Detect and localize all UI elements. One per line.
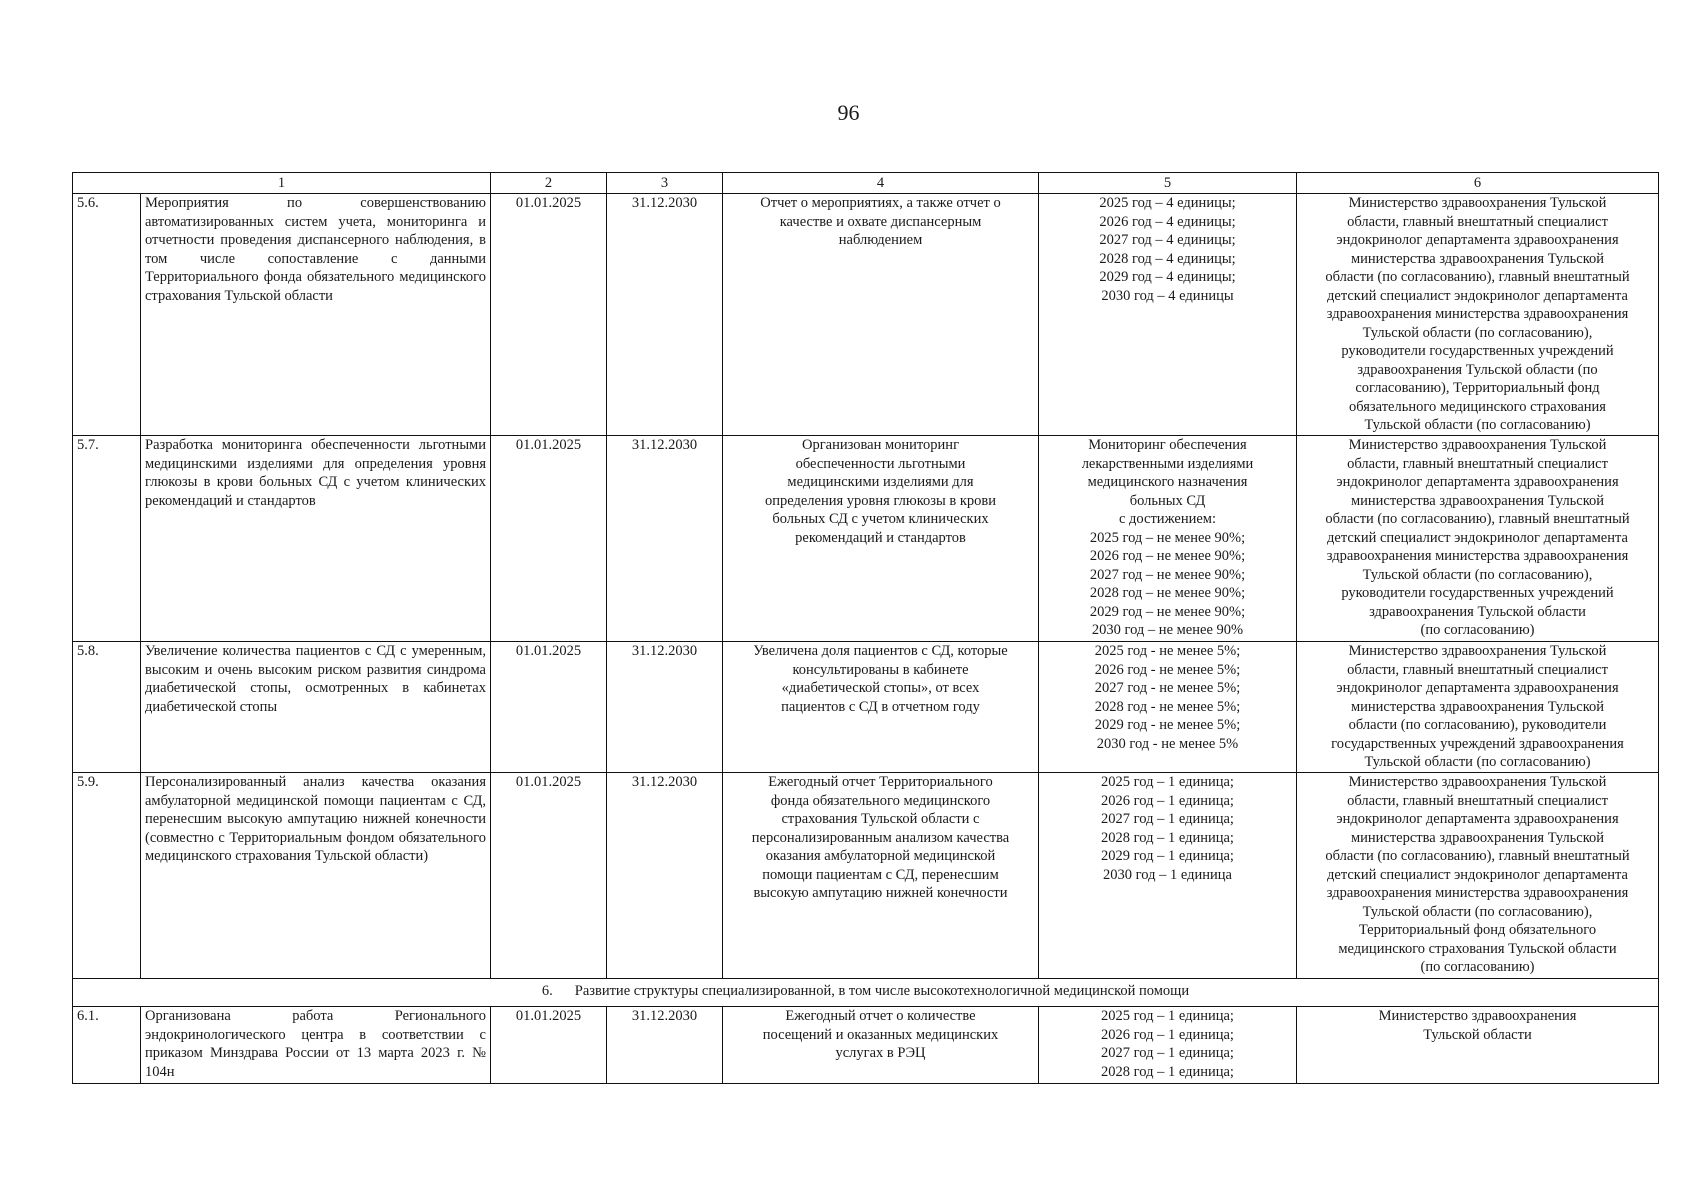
result-line: больных СД с учетом клинических xyxy=(772,511,989,527)
responsible-line: руководители государственных учреждений xyxy=(1341,585,1614,601)
responsible-line: (по согласованию) xyxy=(1420,622,1535,638)
indicator-line: 2028 год - не менее 5%; xyxy=(1094,698,1241,715)
table-row xyxy=(73,194,1659,436)
responsible-line: Тульской области (по согласованию), xyxy=(1362,324,1593,341)
target-indicators xyxy=(1039,194,1297,436)
responsible-line: министерства здравоохранения Тульской xyxy=(1350,698,1605,715)
result-line: Ежегодный отчет Территориального xyxy=(768,774,993,790)
activity-name: Персонализированный анализ качества оказания амбулаторной медицинской помощи пациентам с СД, перенесшим высокую ампутацию нижней конечности (совместно с Территориальным фондом обязательного медицинского страхования Тульской области) xyxy=(141,773,491,979)
expected-result xyxy=(723,436,1039,642)
expected-result xyxy=(723,194,1039,436)
row-number: 5.7. xyxy=(73,436,141,642)
result-line: Увеличена доля пациентов с СД, которые xyxy=(753,643,1008,659)
end-date: 31.12.2030 xyxy=(607,194,723,436)
result-line: высокую ампутацию нижней конечности xyxy=(753,885,1008,901)
table-row xyxy=(73,1007,1659,1084)
indicator-line: больных СД xyxy=(1129,492,1206,509)
target-indicators xyxy=(1039,436,1297,642)
header-cell-1: 1 xyxy=(73,173,491,194)
indicator-line: 2027 год – 1 единица; xyxy=(1101,1045,1234,1061)
responsible-line: (по согласованию) xyxy=(1420,959,1535,975)
start-date: 01.01.2025 xyxy=(491,436,607,642)
responsible-line: эндокринолог департамента здравоохранения xyxy=(1336,680,1619,696)
responsible-line: министерства здравоохранения Тульской xyxy=(1350,492,1605,509)
responsible-line: детский специалист эндокринолог департамента xyxy=(1327,866,1628,883)
indicator-line: 2025 год – 4 единицы; xyxy=(1099,195,1236,211)
responsible-line: здравоохранения министерства здравоохранения xyxy=(1326,885,1629,901)
page-number: 96 xyxy=(837,100,860,125)
indicator-line: 2026 год – 1 единица; xyxy=(1101,1026,1234,1043)
expected-result xyxy=(723,642,1039,773)
indicator-line: 2028 год – 4 единицы; xyxy=(1099,250,1236,267)
result-line: посещений и оказанных медицинских xyxy=(762,1026,999,1043)
responsible-line: Тульской области xyxy=(1423,1026,1532,1043)
indicator-line: 2026 год – 1 единица; xyxy=(1101,792,1234,809)
header-cell-4: 4 xyxy=(723,173,1039,194)
header-cell-2: 2 xyxy=(491,173,607,194)
target-indicators xyxy=(1039,642,1297,773)
start-date: 01.01.2025 xyxy=(491,773,607,979)
end-date: 31.12.2030 xyxy=(607,1007,723,1084)
indicator-line: 2025 год – не менее 90%; xyxy=(1089,529,1246,546)
result-line: услугах в РЭЦ xyxy=(835,1045,926,1061)
section-number: 6. xyxy=(541,983,553,999)
responsible-line: области (по согласованию), главный внештатный xyxy=(1325,269,1630,285)
indicator-line: 2030 год – не менее 90% xyxy=(1091,622,1244,638)
result-line: медицинскими изделиями для xyxy=(787,474,974,490)
section-title: Развитие структуры специализированной, в том числе высокотехнологичной медицинской помощи xyxy=(574,983,1190,999)
result-line: определения уровня глюкозы в крови xyxy=(764,492,996,509)
responsible-line: Тульской области (по согласованию), xyxy=(1362,566,1593,583)
responsible-line: области, главный внештатный специалист xyxy=(1347,792,1608,809)
indicator-line: 2028 год – не менее 90%; xyxy=(1089,585,1246,601)
result-line: фонда обязательного медицинского xyxy=(770,792,991,809)
responsible-line: эндокринолог департамента здравоохранения xyxy=(1336,811,1619,827)
start-date: 01.01.2025 xyxy=(491,1007,607,1084)
responsible-line: здравоохранения министерства здравоохранения xyxy=(1326,548,1629,564)
result-line: Организован мониторинг xyxy=(801,437,960,453)
target-indicators xyxy=(1039,1007,1297,1084)
responsible-executors xyxy=(1297,436,1659,642)
responsible-line: государственных учреждений здравоохранения xyxy=(1331,735,1624,752)
responsible-line: руководители государственных учреждений xyxy=(1341,343,1614,359)
indicator-line: 2025 год – 1 единица; xyxy=(1101,1008,1234,1024)
responsible-executors xyxy=(1297,642,1659,773)
responsible-line: министерства здравоохранения Тульской xyxy=(1350,829,1605,846)
result-line: пациентов с СД в отчетном году xyxy=(781,698,980,715)
responsible-line: области (по согласованию), руководители xyxy=(1348,717,1607,733)
activity-name: Разработка мониторинга обеспеченности льготными медицинскими изделиями для определения уровня глюкозы в крови больных СД с учетом клинических рекомендаций и стандартов xyxy=(141,436,491,642)
target-indicators xyxy=(1039,773,1297,979)
table-header-row xyxy=(73,173,1659,194)
activity-name: Увеличение количества пациентов с СД с умеренным, высоким и очень высоким риском развития синдрома диабетической стопы, осмотренных в кабинетах диабетической стопы xyxy=(141,642,491,773)
responsible-line: области (по согласованию), главный внештатный xyxy=(1325,848,1630,864)
header-cell-5: 5 xyxy=(1039,173,1297,194)
indicator-line: 2028 год – 1 единица; xyxy=(1101,1063,1234,1080)
row-number: 6.1. xyxy=(73,1007,141,1084)
responsible-executors xyxy=(1297,773,1659,979)
responsible-line: Тульской области (по согласованию) xyxy=(1364,754,1591,770)
indicator-line: Мониторинг обеспечения xyxy=(1088,437,1247,453)
indicator-line: 2030 год - не менее 5% xyxy=(1096,735,1239,752)
row-number: 5.9. xyxy=(73,773,141,979)
responsible-line: медицинского страхования Тульской области xyxy=(1338,940,1617,957)
indicator-line: 2026 год – 4 единицы; xyxy=(1099,213,1236,230)
result-line: помощи пациентам с СД, перенесшим xyxy=(762,866,999,883)
result-line: рекомендаций и стандартов xyxy=(795,529,966,546)
end-date: 31.12.2030 xyxy=(607,436,723,642)
indicator-line: 2028 год – 1 единица; xyxy=(1101,829,1234,846)
indicator-line: 2029 год - не менее 5%; xyxy=(1094,717,1241,733)
responsible-executors xyxy=(1297,194,1659,436)
indicator-line: 2025 год – 1 единица; xyxy=(1101,774,1234,790)
result-line: Ежегодный отчет о количестве xyxy=(785,1008,976,1024)
section-heading xyxy=(73,979,1659,1007)
responsible-line: Министерство здравоохранения Тульской xyxy=(1348,437,1607,453)
result-line: страхования Тульской области с xyxy=(781,811,980,827)
indicator-line: с достижением: xyxy=(1118,511,1216,527)
table-row xyxy=(73,436,1659,642)
indicator-line: 2030 год – 1 единица xyxy=(1103,866,1232,883)
indicator-line: 2027 год – 1 единица; xyxy=(1101,811,1234,827)
result-line: качестве и охвате диспансерным xyxy=(779,213,982,230)
activity-name: Мероприятия по совершенствованию автоматизированных систем учета, мониторинга и отчетности проведения диспансерного наблюдения, в том числе сопоставление с данными Территориального фонда обязательного медицинского страхования Тульской области xyxy=(141,194,491,436)
header-cell-6: 6 xyxy=(1297,173,1659,194)
responsible-line: Министерство здравоохранения Тульской xyxy=(1348,774,1607,790)
row-number: 5.6. xyxy=(73,194,141,436)
row-number: 5.8. xyxy=(73,642,141,773)
indicator-line: 2029 год – 1 единица; xyxy=(1101,848,1234,864)
indicator-line: 2027 год - не менее 5%; xyxy=(1094,680,1241,696)
indicator-line: 2026 год – не менее 90%; xyxy=(1089,548,1246,564)
responsible-line: области, главный внештатный специалист xyxy=(1347,455,1608,472)
responsible-line: Министерство здравоохранения xyxy=(1378,1008,1577,1024)
section-row xyxy=(73,979,1659,1007)
responsible-line: Тульской области (по согласованию), xyxy=(1362,903,1593,920)
indicator-line: 2027 год – не менее 90%; xyxy=(1089,566,1246,583)
activity-name: Организована работа Регионального эндокринологического центра в соответствии с приказом Минздрава России от 13 марта 2023 г. № 104н xyxy=(141,1007,491,1084)
end-date: 31.12.2030 xyxy=(607,773,723,979)
responsible-line: обязательного медицинского страхования xyxy=(1349,398,1606,415)
responsible-line: эндокринолог департамента здравоохранения xyxy=(1336,232,1619,248)
indicator-line: 2025 год - не менее 5%; xyxy=(1094,643,1241,659)
responsible-line: Министерство здравоохранения Тульской xyxy=(1348,195,1607,211)
responsible-line: детский специалист эндокринолог департамента xyxy=(1327,529,1628,546)
indicator-line: 2029 год – 4 единицы; xyxy=(1099,269,1236,285)
responsible-line: эндокринолог департамента здравоохранения xyxy=(1336,474,1619,490)
responsible-line: Территориальный фонд обязательного xyxy=(1358,922,1597,938)
responsible-line: согласованию), Территориальный фонд xyxy=(1355,380,1600,396)
expected-result xyxy=(723,1007,1039,1084)
responsible-executors xyxy=(1297,1007,1659,1084)
start-date: 01.01.2025 xyxy=(491,642,607,773)
responsible-line: министерства здравоохранения Тульской xyxy=(1350,250,1605,267)
responsible-line: Министерство здравоохранения Тульской xyxy=(1348,643,1607,659)
result-line: обеспеченности льготными xyxy=(795,455,966,472)
result-line: персонализированным анализом качества xyxy=(751,829,1010,846)
table-row xyxy=(73,773,1659,979)
result-line: консультированы в кабинете xyxy=(792,661,969,678)
responsible-line: области (по согласованию), главный внештатный xyxy=(1325,511,1630,527)
responsible-line: области, главный внештатный специалист xyxy=(1347,213,1608,230)
activities-table xyxy=(72,172,1659,1084)
indicator-line: медицинского назначения xyxy=(1087,474,1248,490)
indicator-line: 2027 год – 4 единицы; xyxy=(1099,232,1236,248)
indicator-line: 2030 год – 4 единицы xyxy=(1101,287,1234,304)
result-line: оказания амбулаторной медицинской xyxy=(765,848,996,864)
responsible-line: Тульской области (по согласованию) xyxy=(1364,417,1591,433)
expected-result xyxy=(723,773,1039,979)
header-cell-3: 3 xyxy=(607,173,723,194)
end-date: 31.12.2030 xyxy=(607,642,723,773)
result-line: наблюдением xyxy=(838,232,923,248)
table-row xyxy=(73,642,1659,773)
indicator-line: 2029 год – не менее 90%; xyxy=(1089,603,1246,620)
result-line: «диабетической стопы», от всех xyxy=(781,680,980,696)
responsible-line: детский специалист эндокринолог департамента xyxy=(1327,287,1628,304)
indicator-line: лекарственными изделиями xyxy=(1081,455,1254,472)
responsible-line: здравоохранения Тульской области (по xyxy=(1357,361,1598,378)
start-date: 01.01.2025 xyxy=(491,194,607,436)
responsible-line: области, главный внештатный специалист xyxy=(1347,661,1608,678)
result-line: Отчет о мероприятиях, а также отчет о xyxy=(760,195,1001,211)
responsible-line: здравоохранения Тульской области xyxy=(1369,603,1586,620)
indicator-line: 2026 год - не менее 5%; xyxy=(1094,661,1241,678)
responsible-line: здравоохранения министерства здравоохранения xyxy=(1326,306,1629,322)
